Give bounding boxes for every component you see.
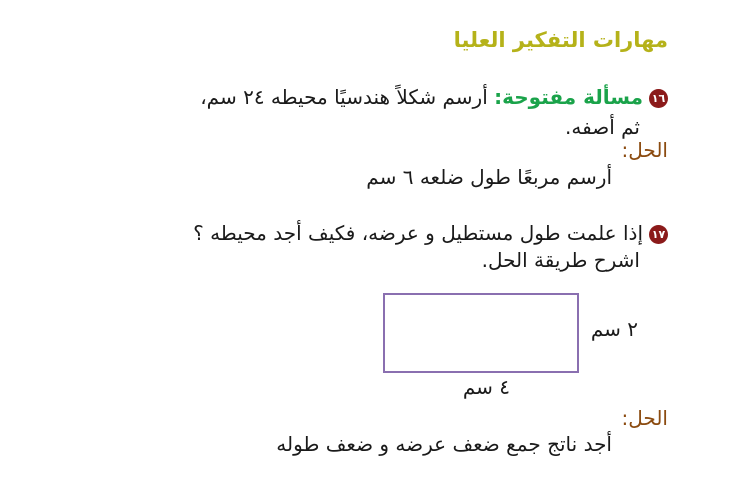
rectangle-width-label: ٢ سم: [590, 317, 638, 341]
open-question-label: مسألة مفتوحة:: [494, 85, 643, 109]
question-17-line-2: اشرح طريقة الحل.: [481, 248, 640, 272]
question-17-number-badge: ١٧: [649, 225, 668, 244]
section-title: مهارات التفكير العليا: [453, 28, 668, 52]
question-16-answer: أرسم مربعًا طول ضلعه ٦ سم: [366, 165, 612, 189]
question-16-text: أرسم شكلاً هندسيًا محيطه ٢٤ سم،: [200, 85, 488, 109]
rectangle-length-label: ٤ سم: [462, 375, 510, 399]
question-16-solution-label: الحل:: [621, 138, 668, 162]
question-17-text: إذا علمت طول مستطيل و عرضه، فكيف أجد محيطه ؟: [193, 221, 643, 245]
question-17-line-1: [193, 218, 668, 248]
question-17-solution-label: الحل:: [621, 406, 668, 430]
question-16-number-badge: ١٦: [649, 89, 668, 108]
rectangle-figure: [383, 293, 579, 373]
question-16-line-2: ثم أصفه.: [565, 115, 640, 139]
question-16-line-1: [200, 82, 668, 112]
question-17-answer: أجد ناتج جمع ضعف عرضه و ضعف طوله: [276, 432, 612, 456]
